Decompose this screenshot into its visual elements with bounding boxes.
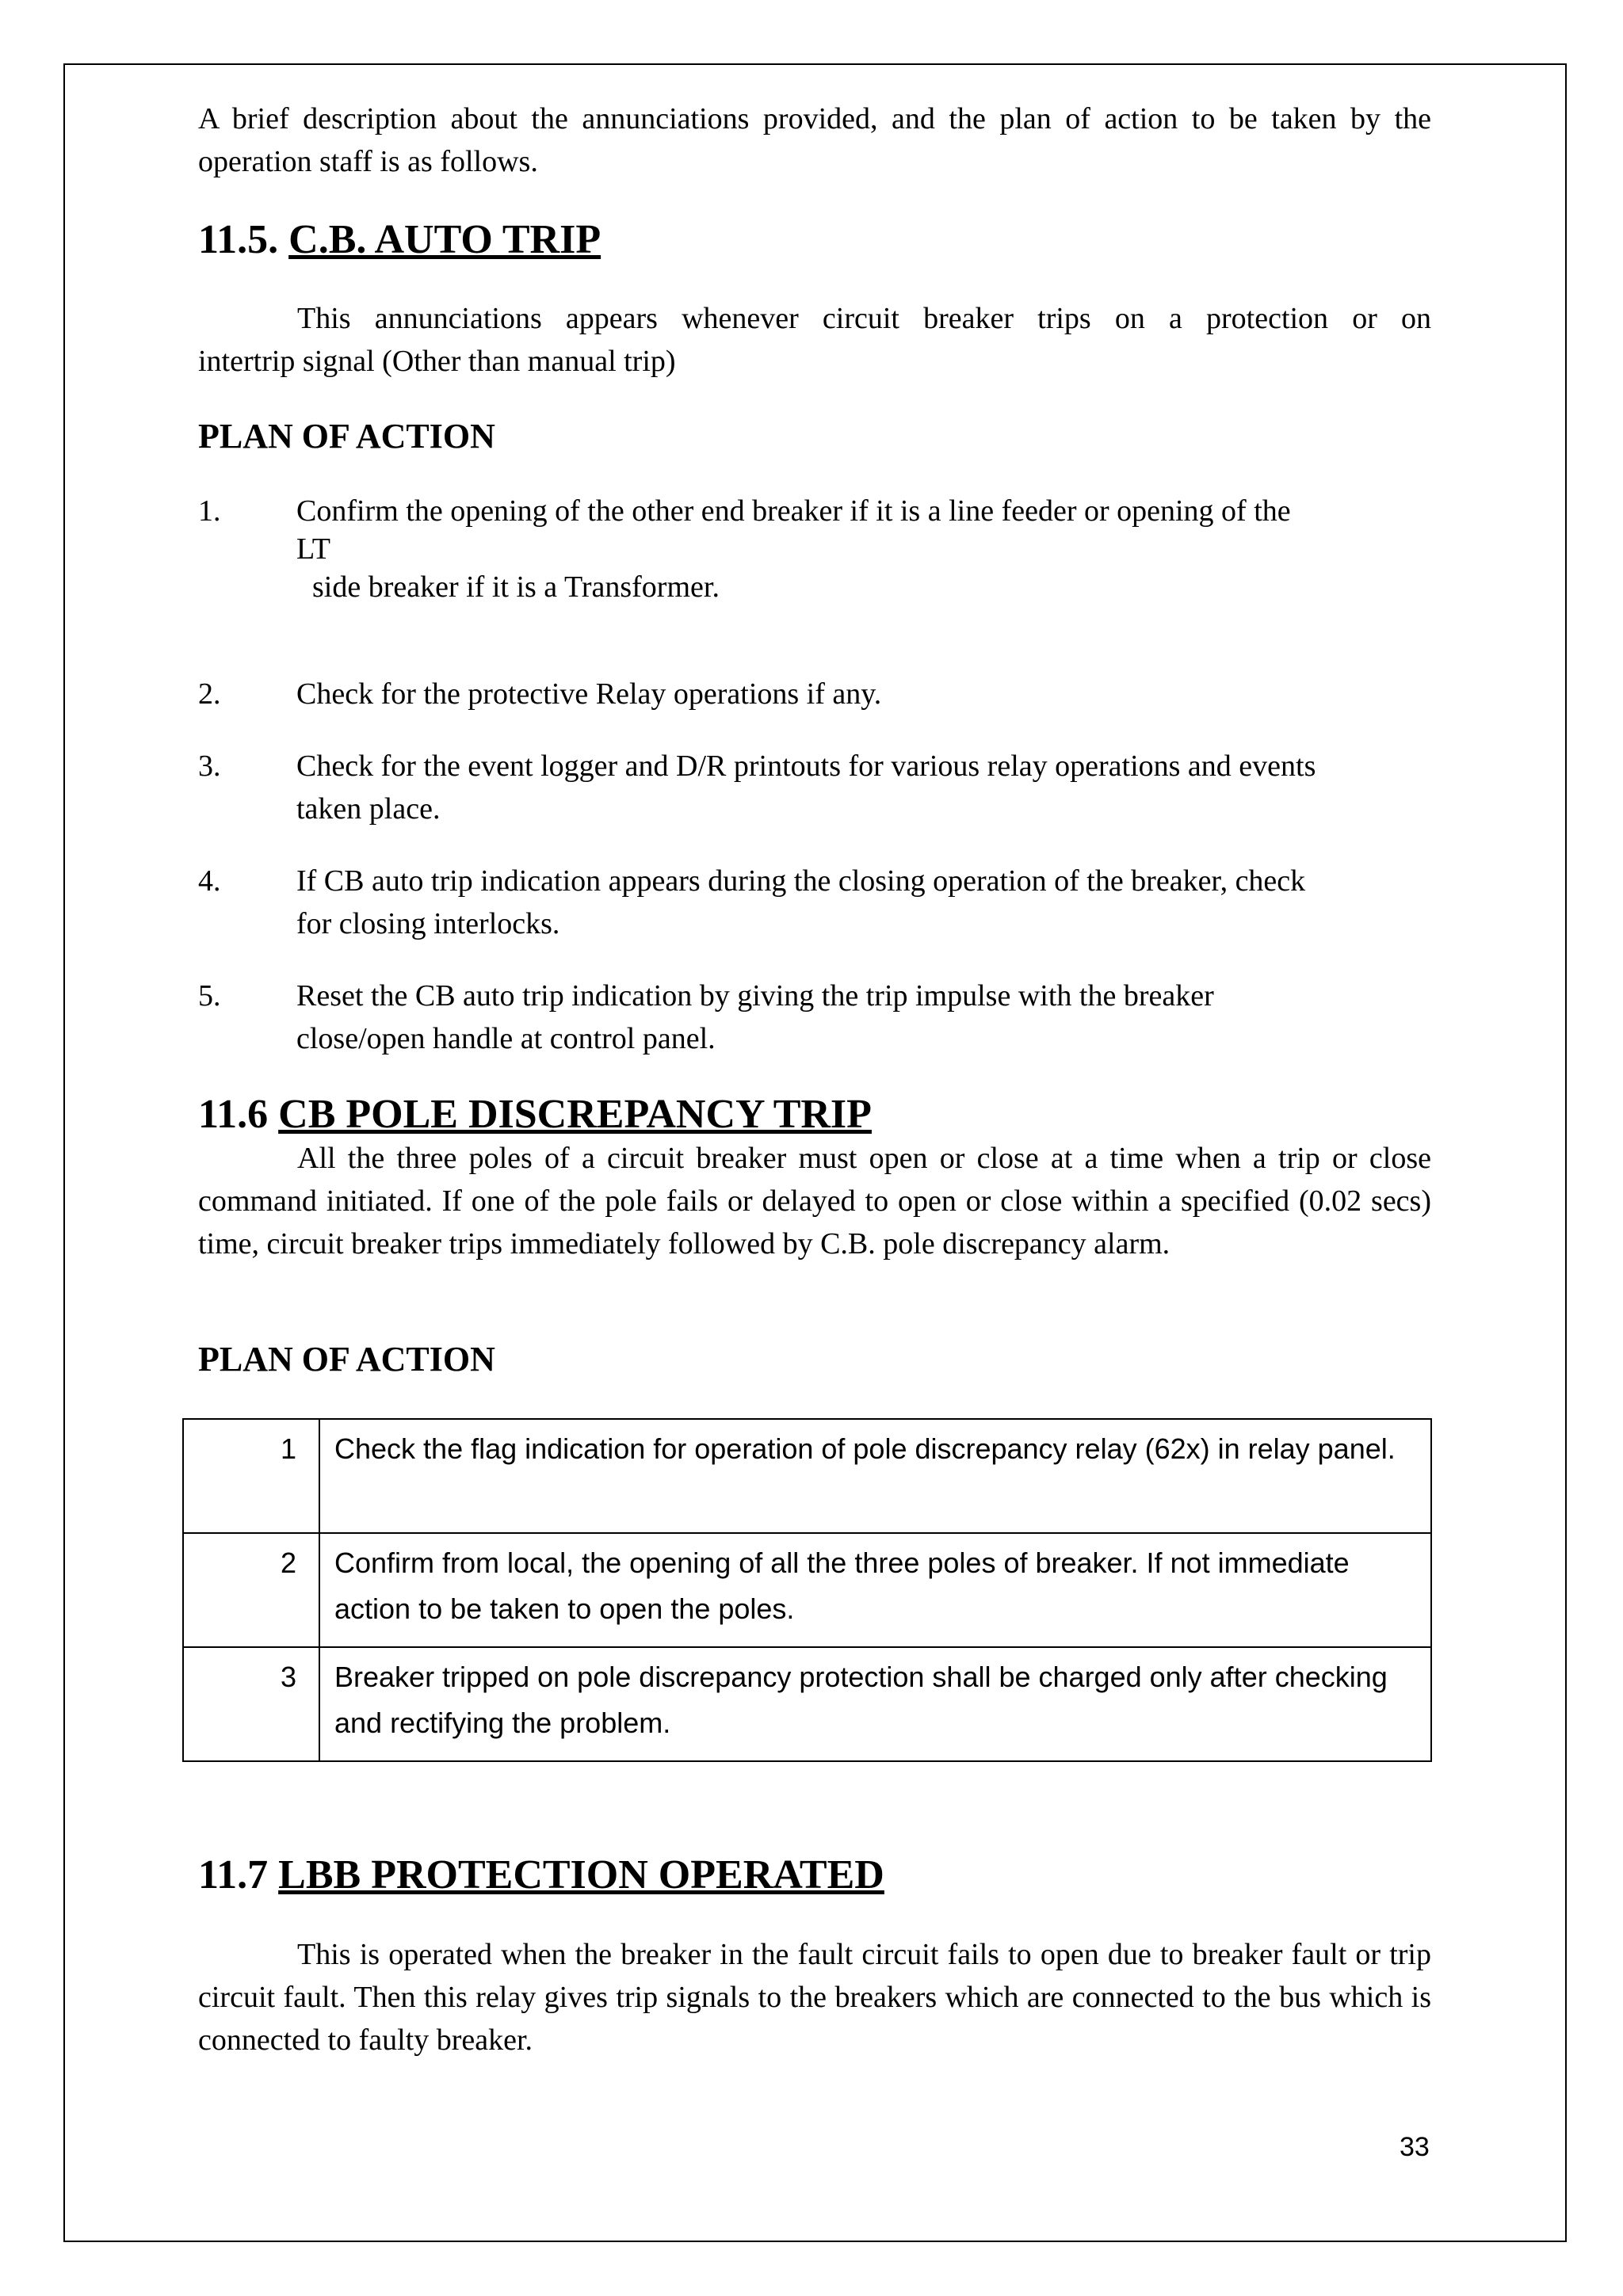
section-title: C.B. AUTO TRIP bbox=[288, 217, 601, 262]
list-item-text: Check for the protective Relay operations if any. bbox=[296, 677, 882, 711]
section-11-5-heading bbox=[198, 216, 1431, 264]
list-item-text: If CB auto trip indication appears during the closing operation of the breaker, check bbox=[296, 864, 1306, 898]
section-11-6-paragraph: All the three poles of a circuit breaker must open or close at a time when a trip or close command initiated. If one of the pole fails or delayed to open or close within a specified (0.02 secs) time, circuit breaker trips immediately followed by C.B. pole discrepancy alarm. bbox=[198, 1142, 1431, 1261]
table-cell-number: 1 bbox=[183, 1419, 319, 1533]
list-item-text: taken place. bbox=[296, 792, 441, 826]
page-number: 33 bbox=[1400, 2132, 1430, 2162]
section-title: CB POLE DISCREPANCY TRIP bbox=[278, 1092, 872, 1137]
section-number: 11.5. bbox=[198, 217, 279, 262]
paragraph-line: intertrip signal (Other than manual trip) bbox=[198, 345, 676, 378]
plan-of-action-heading: PLAN OF ACTION bbox=[198, 417, 495, 456]
plan-of-action-heading: PLAN OF ACTION bbox=[198, 1340, 495, 1379]
section-number: 11.6 bbox=[198, 1092, 269, 1137]
table-cell-text: Breaker tripped on pole discrepancy protection shall be charged only after checking and rectifying the problem. bbox=[319, 1647, 1431, 1761]
list-item-number: 2. bbox=[198, 677, 221, 711]
section-title: LBB PROTECTION OPERATED bbox=[278, 1852, 884, 1897]
table-cell-number: 2 bbox=[183, 1533, 319, 1647]
table-cell-text: Check the flag indication for operation of pole discrepancy relay (62x) in relay panel. bbox=[319, 1419, 1431, 1533]
list-item-text: Check for the event logger and D/R printouts for various relay operations and events bbox=[296, 749, 1316, 783]
table-row bbox=[183, 1419, 1431, 1533]
list-item-text: side breaker if it is a Transformer. bbox=[312, 570, 720, 604]
table-row bbox=[183, 1647, 1431, 1761]
list-item-text: Confirm the opening of the other end breaker if it is a line feeder or opening of the bbox=[296, 494, 1291, 528]
paragraph-line: This annunciations appears whenever circuit breaker trips on a protection or on bbox=[297, 302, 1431, 335]
table-cell-text: Confirm from local, the opening of all the three poles of breaker. If not immediate action to be taken to open the poles. bbox=[319, 1533, 1431, 1647]
list-item-number: 5. bbox=[198, 979, 221, 1013]
list-item-text: Reset the CB auto trip indication by giving the trip impulse with the breaker bbox=[296, 979, 1214, 1013]
plan-of-action-table bbox=[182, 1418, 1432, 1762]
intro-paragraph: A brief description about the annunciations provided, and the plan of action to be taken by the operation staff is as follows. bbox=[198, 102, 1431, 178]
list-item-number: 1. bbox=[198, 494, 221, 528]
section-11-7-paragraph: This is operated when the breaker in the fault circuit fails to open due to breaker fault or trip circuit fault. Then this relay gives trip signals to the breakers which are connected to the bus which is connected to faulty breaker. bbox=[198, 1938, 1431, 2057]
table-cell-number: 3 bbox=[183, 1647, 319, 1761]
list-item-text: close/open handle at control panel. bbox=[296, 1022, 716, 1055]
section-11-7-heading bbox=[198, 1852, 1431, 1899]
list-item-number: 4. bbox=[198, 864, 221, 898]
section-11-6-heading bbox=[198, 1091, 1431, 1138]
table-row bbox=[183, 1533, 1431, 1647]
list-item-text: LT bbox=[296, 532, 330, 566]
list-item-text: for closing interlocks. bbox=[296, 907, 560, 940]
list-item-number: 3. bbox=[198, 749, 221, 783]
section-11-5-paragraph bbox=[198, 297, 1431, 383]
section-number: 11.7 bbox=[198, 1852, 269, 1897]
